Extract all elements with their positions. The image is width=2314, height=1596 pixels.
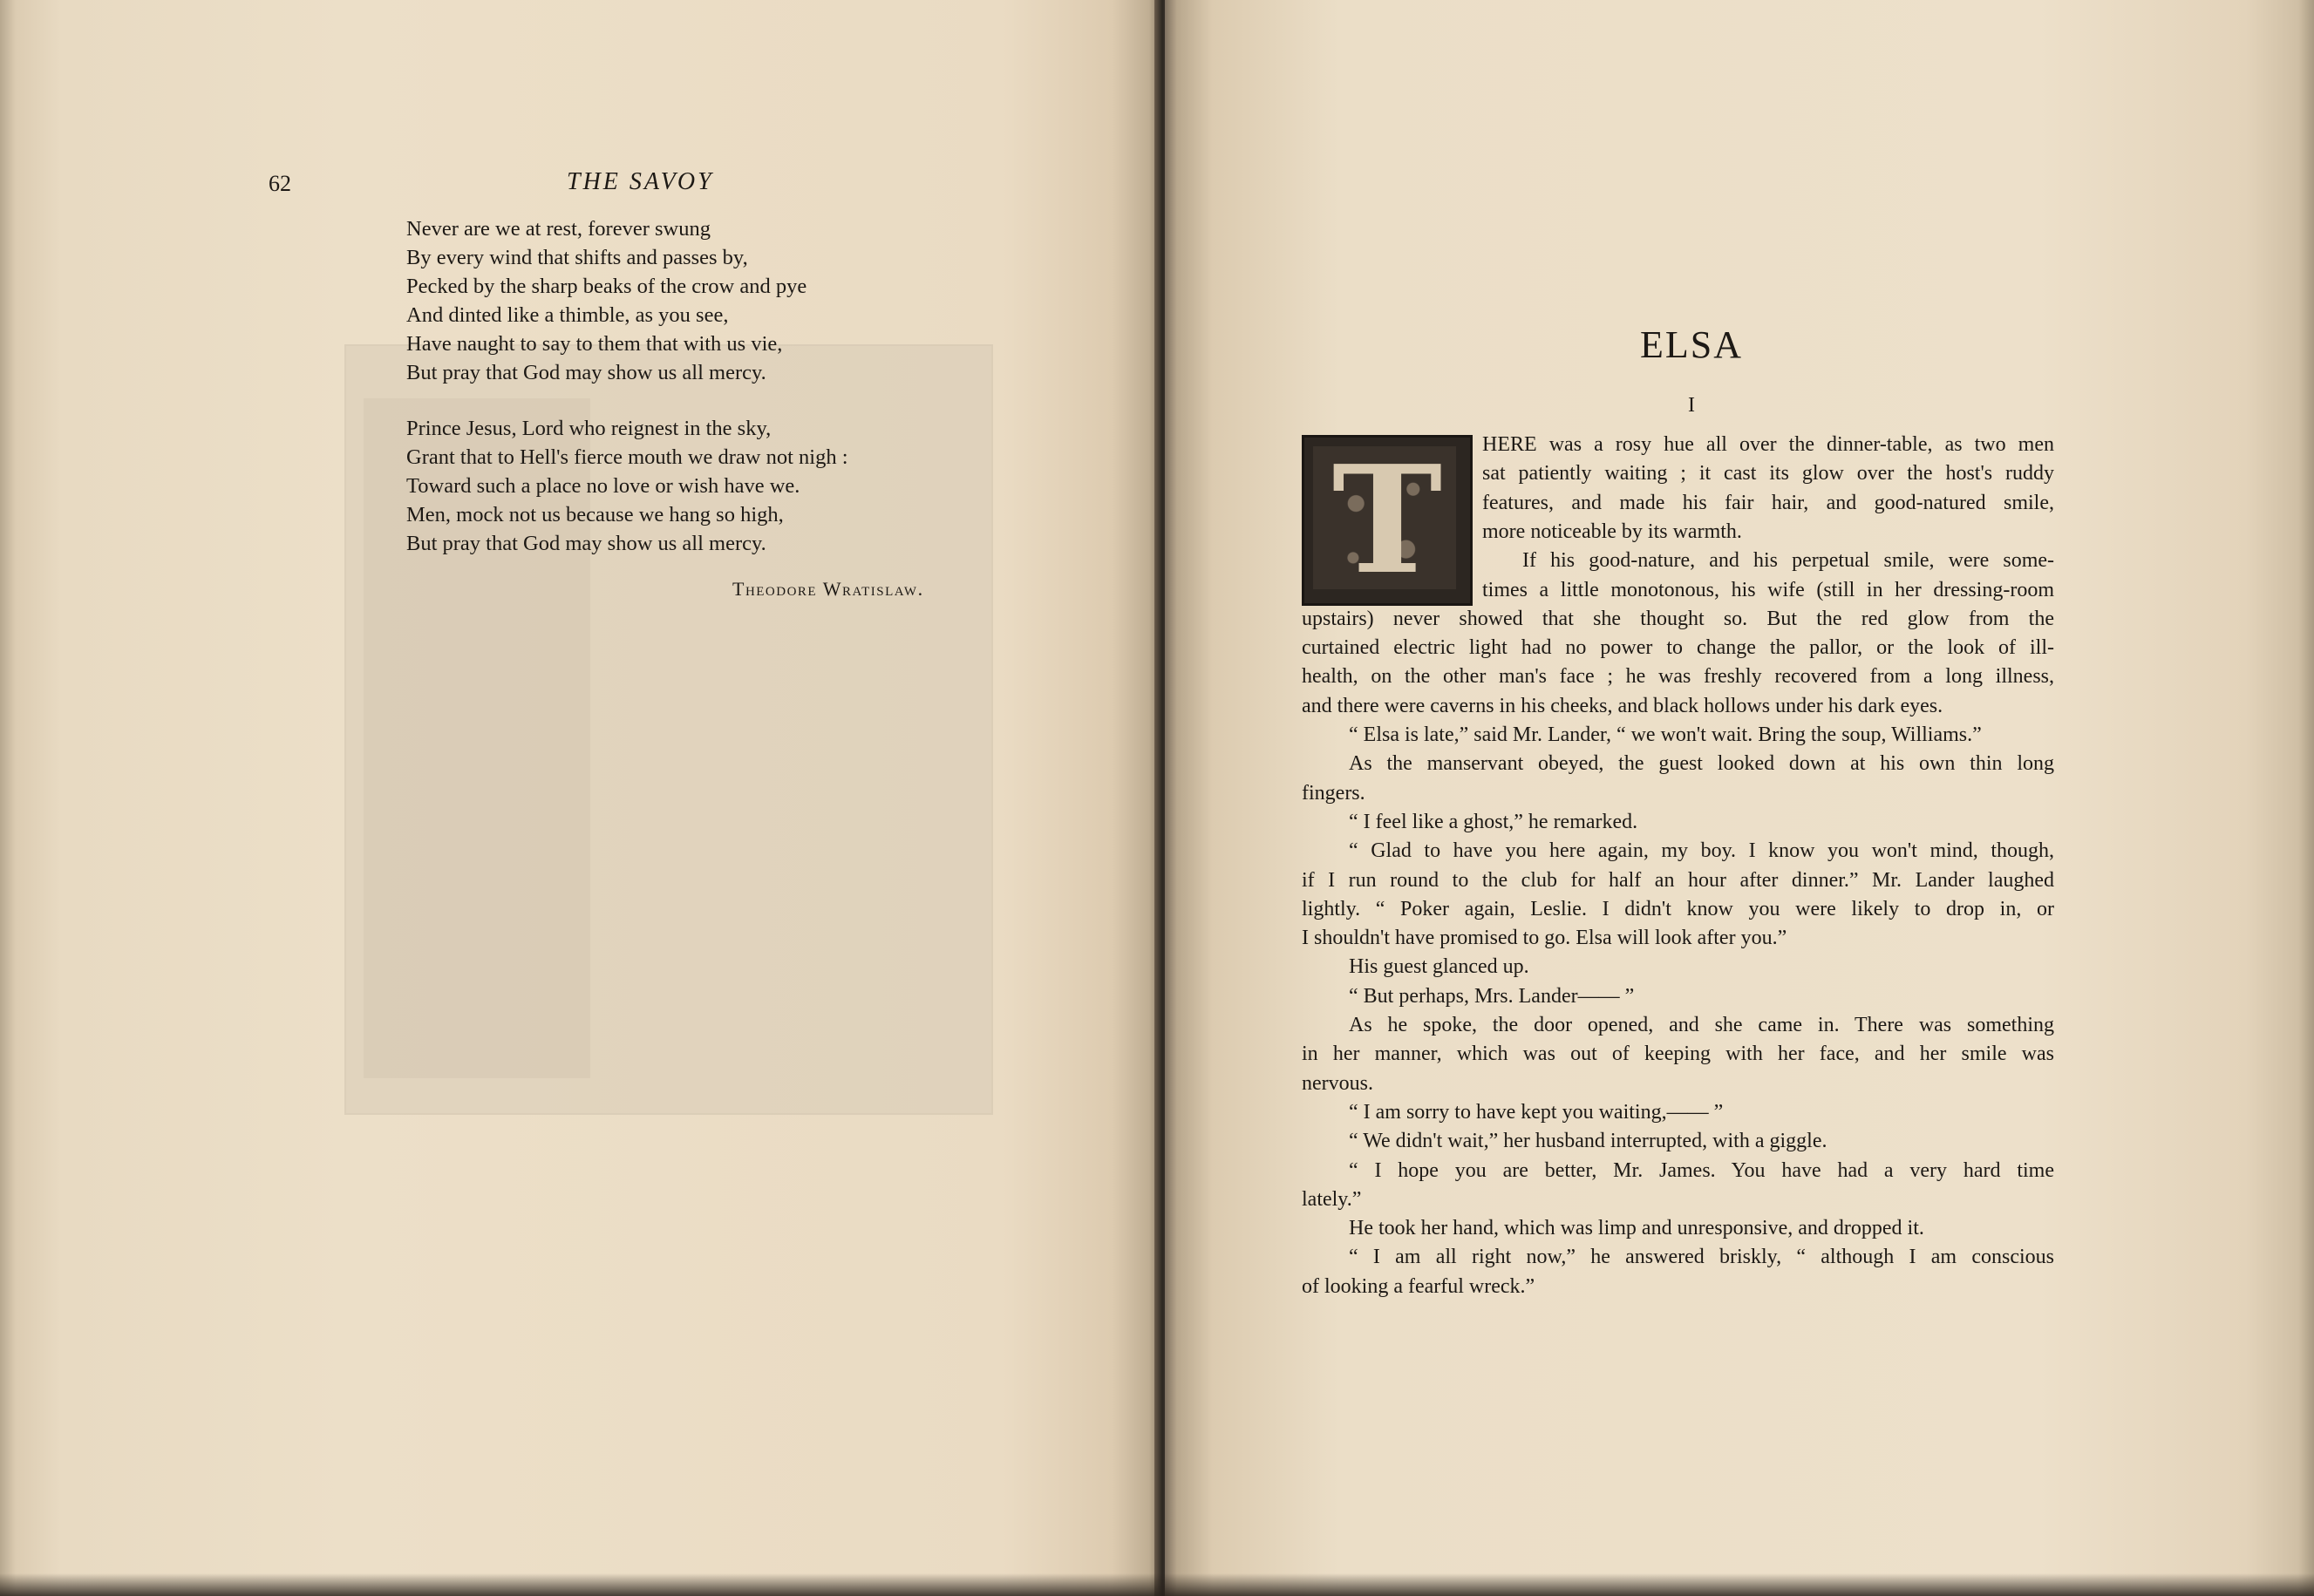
story-line: “ I am sorry to have kept you waiting,—— ” [1349,1100,1724,1124]
poem-line: Grant that to Hell's fierce mouth we draw not nigh : [406,445,848,469]
story-line: features, and made his fair hair, and good-natured smile, [1482,491,2054,514]
poem-line: Toward such a place no love or wish have we. [406,474,800,498]
story-line: He took her hand, which was limp and unresponsive, and dropped it. [1349,1217,1924,1240]
story-line: I shouldn't have promised to go. Elsa will look after you.” [1302,927,1787,950]
story-line: fingers. [1302,781,1365,805]
story-line: “ Glad to have you here again, my boy. I know you won't mind, though, [1349,839,2054,863]
poem-line: But pray that God may show us all mercy. [406,361,766,384]
poem-author: Theodore Wratislaw. [732,578,924,600]
story-line: of looking a fearful wreck.” [1302,1274,1535,1298]
story-line: “ Elsa is late,” said Mr. Lander, “ we won't wait. Bring the soup, Williams.” [1349,723,1982,746]
story-line: curtained electric light had no power to change the pallor, or the look of ill- [1302,636,2054,660]
poem-line: Men, mock not us because we hang so high, [406,503,784,526]
story-line: lightly. “ Poker again, Leslie. I didn't know you were likely to drop in, or [1302,897,2054,920]
story-line: As the manservant obeyed, the guest looked down at his own thin long [1349,752,2054,776]
poem-line: Pecked by the sharp beaks of the crow and pye [406,275,807,298]
poem-line: Prince Jesus, Lord who reignest in the sky, [406,417,772,440]
story-line: in her manner, which was out of keeping with her face, and her smile was [1302,1042,2054,1066]
story-line: “ I feel like a ghost,” he remarked. [1349,810,1638,833]
poem-line: Have naught to say to them that with us vie, [406,332,783,356]
running-head: THE SAVOY [567,168,714,195]
story-title: ELSA [1640,323,1743,366]
story-line: times a little monotonous, his wife (still in her dressing-room [1482,578,2054,601]
poem-line: And dinted like a thimble, as you see, [406,303,729,327]
story-line: “ But perhaps, Mrs. Lander—— ” [1349,984,1635,1008]
poem-line: But pray that God may show us all mercy. [406,532,766,555]
story-line: “ I hope you are better, Mr. James. You have had a very hard time [1349,1158,2054,1182]
drop-cap-ornament [1302,435,1473,606]
story-line: lately.” [1302,1187,1362,1211]
story-line: HERE was a rosy hue all over the dinner-table, as two men [1482,433,2054,456]
story-line: upstairs) never showed that she thought so. But the red glow from the [1302,607,2054,630]
poem-line: By every wind that shifts and passes by, [406,246,748,269]
story-line: sat patiently waiting ; it cast its glow over the host's ruddy [1482,462,2054,486]
stanza-2 [406,414,999,558]
drop-cap-letter: T [1331,433,1443,608]
story-line: and there were caverns in his cheeks, and black hollows under his dark eyes. [1302,694,1943,717]
story-line: His guest glanced up. [1349,955,1529,979]
story-line: As he spoke, the door opened, and she came in. There was something [1349,1014,2054,1036]
page-number: 62 [269,171,291,196]
story-line: “ I am all right now,” he answered briskly, “ although I am conscious [1349,1246,2054,1269]
story-line: health, on the other man's face ; he was freshly recovered from a long illness, [1302,665,2054,689]
story-line: more noticeable by its warmth. [1482,520,1742,543]
chapter-number: I [1688,394,1695,417]
story-line: “ We didn't wait,” her husband interrupted, with a giggle. [1349,1130,1827,1153]
story-line: If his good-nature, and his perpetual smile, were some- [1522,549,2054,573]
story-line: if I run round to the club for half an hour after dinner.” Mr. Lander laughed [1302,868,2054,892]
poem-line: Never are we at rest, forever swung [406,217,711,241]
page-shadow [0,1573,2314,1596]
stanza-1 [406,214,999,387]
story-line: nervous. [1302,1071,1373,1095]
poem [406,214,999,585]
